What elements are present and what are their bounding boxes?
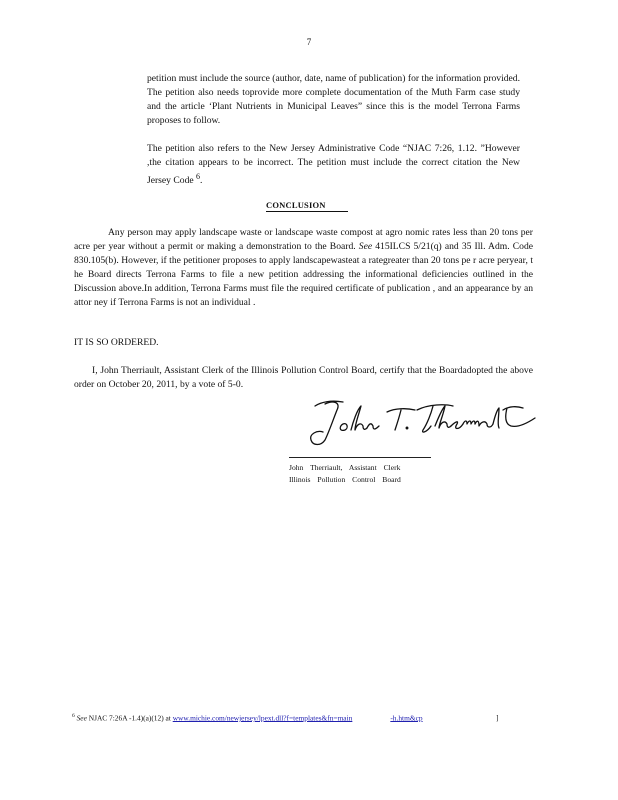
footnote-see: See [76, 713, 87, 723]
signature-line [289, 457, 431, 458]
signatory-name: John Therriault, Assistant Clerk [289, 463, 401, 472]
footnote-reference: 6 [196, 172, 201, 181]
paragraph-petition-source: petition must include the source (author, date, name of publication) for the information provided. The petition also needs toprovide more complete documentation of the Muth Farm case study and the article ‘Plant Nutrients in Municipal Leaves” since this is the model Terrona Farms proposes to follow. [147, 73, 520, 126]
paragraph-conclusion-b: 415ILCS 5/21(q) and 35 Ill. Adm. Code 830.105(b). However, if the petitioner proposes to apply landscapewasteat a rategreater than 20 tons pe r acre peryear, t he Board directs Terrona Farms to file a new petition addressing the informational deficiencies outlined in the Discussion above.In addition, Terrona Farms must file the required certificate of publication , and an appearance by an attor ney if Terrona Farms is not an individual . [74, 241, 533, 308]
paragraph-conclusion-a: Any person may apply landscape waste or landscape waste compost at agro nomic rates less than 20 tons per acre per year without a permit or making a demonstration to the Board. [74, 227, 533, 252]
paragraph-certification: I, John Therriault, Assistant Clerk of the Illinois Pollution Control Board, certify that the Boardadopted the above order on October 20, 2011, by a vote of 5-0. [74, 365, 533, 390]
footnote-citation: NJAC 7:26A -1.4)(a)(12) at [88, 713, 171, 723]
signatory-block [289, 462, 401, 486]
footnote-url-tail[interactable]: -h.htm&cp [390, 713, 423, 723]
footnote-url-link[interactable]: www.michie.com/newjersey/lpext.dll?f=templates&fn=main [172, 713, 353, 723]
footnote-number: 6 [72, 713, 75, 719]
signatory-organization: Illinois Pollution Control Board [289, 475, 401, 484]
page-number: 7 [306, 37, 312, 47]
paragraph-njac-end: . [200, 175, 203, 187]
so-ordered-line: IT IS SO ORDERED. [74, 337, 159, 348]
handwritten-signature [303, 396, 548, 450]
paragraph-conclusion [74, 226, 533, 310]
paragraph-njac-text: The petition also refers to the New Jersey Administrative Code “NJAC 7:26, 1.12. ”However ,the citation appears to be incorrect. The petition must include the correct citation the New Jersey Code [147, 143, 520, 187]
footnote-bracket: ] [496, 713, 499, 722]
see-signal: See [358, 241, 373, 252]
conclusion-heading: CONCLUSION [266, 200, 348, 212]
paragraph-njac-citation [147, 142, 520, 188]
footnote [72, 713, 512, 722]
